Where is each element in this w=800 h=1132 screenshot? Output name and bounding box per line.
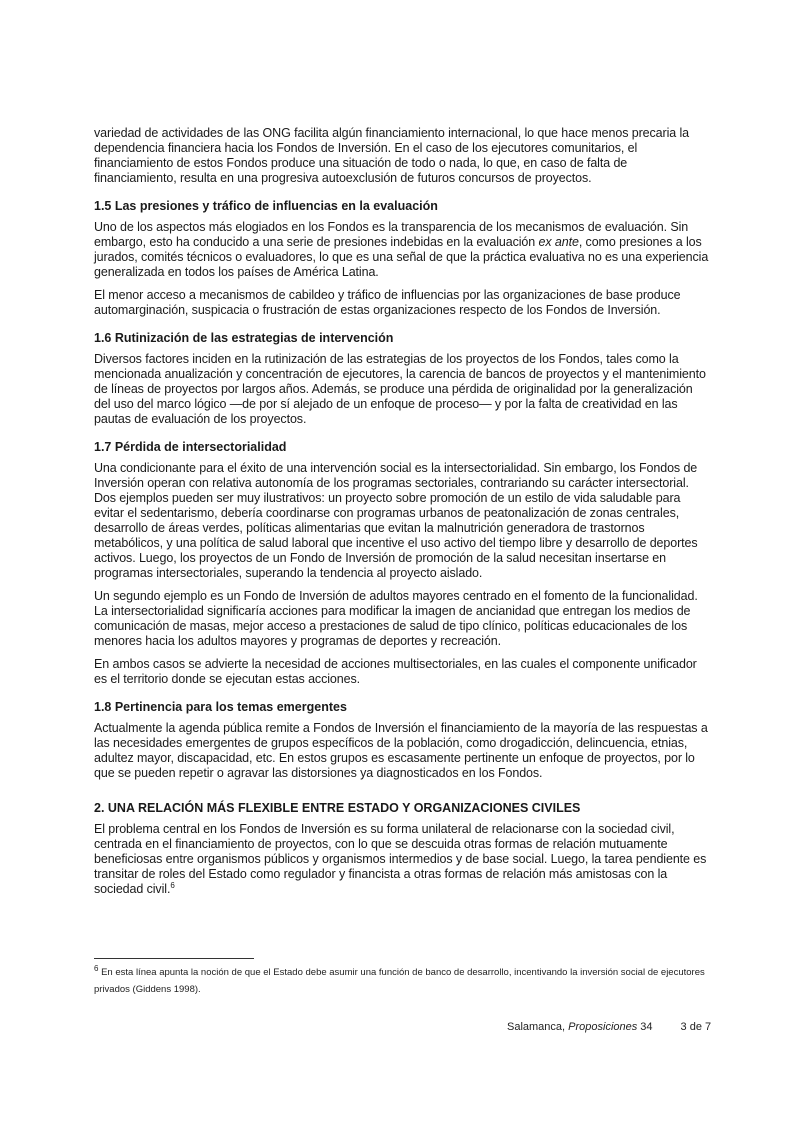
- footnote-reference[interactable]: 6: [170, 880, 175, 890]
- section-1-5-heading: 1.5 Las presiones y tráfico de influencias en la evaluación: [94, 199, 438, 213]
- section-1-7-paragraph-2: Un segundo ejemplo es un Fondo de Inversión de adultos mayores centrado en el fomento de la funcionalidad. La intersectorialidad significaría acciones para modificar la imagen de ancianidad que entregan los medios de comunicación de masas, mejor acceso a prestaciones de salud de tipo clínico, políticas educacionales de los menores hacia los adultos mayores y programas de deportes y recreación.: [94, 589, 698, 648]
- footnote-text: En esta línea apunta la noción de que el Estado debe asumir una función de banco de desarrollo, incentivando la inversión social de ejecutores privados (Giddens 1998).: [94, 967, 705, 995]
- section-1-7-heading: 1.7 Pérdida de intersectorialidad: [94, 440, 287, 454]
- intro-paragraph: variedad de actividades de las ONG facilita algún financiamiento internacional, lo que hace menos precaria la dependencia financiera hacia los Fondos de Inversión. En el caso de los ejecutores comunitarios, el financiamiento de estos Fondos produce una situación de todo o nada, lo que, en caso de falta de financiamiento, resulta en una progresiva autoexclusión de futuros concursos de proyectos.: [94, 126, 690, 185]
- section-1-8-paragraph-1: Actualmente la agenda pública remite a Fondos de Inversión el financiamiento de la mayoría de las respuestas a las necesidades emergentes de grupos específicos de la población, como drogadicción, delincuencia, etnias, adultez mayor, discapacidad, etc. En estos grupos es escasamente pertinente un enfoque de proyectos, por lo que se pueden repetir o agravar las distorsiones ya diagnosticados en los Fondos.: [94, 721, 708, 780]
- section-1-6-heading: 1.6 Rutinización de las estrategias de intervención: [94, 331, 394, 345]
- page-footer: [507, 1021, 711, 1033]
- section-1-7-paragraph-1: Una condicionante para el éxito de una intervención social es la intersectorialidad. Sin embargo, los Fondos de Inversión operan con relativa autonomía de los programas sectoriales, contrariando su carácter intersectorial. Dos ejemplos pueden ser muy ilustrativos: un proyecto sobre promoción de un estilo de vida saludable para evitar el sedentarismo, debería coordinarse con programas urbanos de peatonalización de zonas centrales, desarrollo de áreas verdes, políticas alimentarias que evitan la malnutrición generadora de trastornos metabólicos, y una política de salud laboral que incentive el uso activo del tiempo libre y desarrollo de deportes activos. Luego, los proyectos de un Fondo de Inversión de promoción de la salud necesitan insertarse en programas intersectoriales, superando la tendencia al proyecto aislado.: [94, 461, 698, 580]
- section-1-7-paragraph-3: En ambos casos se advierte la necesidad de acciones multisectoriales, en las cuales el componente unificador es el territorio donde se ejecutan estas acciones.: [94, 657, 697, 686]
- footnote: [94, 964, 710, 998]
- ex-ante-term: ex ante: [538, 235, 579, 249]
- footer-author: Salamanca,: [507, 1021, 569, 1033]
- section-1-5-paragraph-1: Uno de los aspectos más elogiados en los Fondos es la transparencia de los mecanismos de evaluación. Sin embargo, esto ha conducido a una serie de presiones indebidas en la evaluación ex ante, como presiones a los jurados, comités técnicos o evaluadores, lo que es una señal de que la práctica evaluativa no es una experiencia generalizada en todos los países de América Latina.: [94, 220, 709, 279]
- footer-journal: Proposiciones: [568, 1021, 638, 1033]
- footnote-divider: [94, 958, 254, 959]
- section-1-8-heading: 1.8 Pertinencia para los temas emergentes: [94, 700, 347, 714]
- section-2-heading: 2. UNA RELACIÓN MÁS FLEXIBLE ENTRE ESTADO Y ORGANIZACIONES CIVILES: [94, 801, 581, 815]
- section-1-6-paragraph-1: Diversos factores inciden en la rutinización de las estrategias de los proyectos de los Fondos, tales como la mencionada anualización y concentración de ejecutores, la carencia de bancos de proyectos y el mantenimiento de líneas de proyectos por largos años. Además, se produce una pérdida de originalidad por la generalización del uso del marco lógico —de por sí alejado de un enfoque de proceso— y por la falta de creatividad en las pautas de evaluación de los proyectos.: [94, 352, 706, 426]
- section-1-5-paragraph-2: El menor acceso a mecanismos de cabildeo y tráfico de influencias por las organizaciones de base produce automarginación, suspicacia o frustración de estas organizaciones respecto de los Fondos de Inversión.: [94, 288, 681, 317]
- footnote-mark: 6: [94, 963, 99, 973]
- page-number: 3 de 7: [680, 1021, 712, 1033]
- footer-issue: 34: [637, 1021, 653, 1033]
- document-body: [94, 126, 710, 905]
- section-2-paragraph-1: El problema central en los Fondos de Inversión es su forma unilateral de relacionarse con la sociedad civil, centrada en el financiamiento de proyectos, con lo que se descuida otras formas de relación mutuamente beneficiosas entre organismos públicos y organismos intermedios y de base social. Luego, la tarea pendiente es transitar de roles del Estado como regulador y financista a otras formas de relación más amistosas con la sociedad civil.$^6$: [94, 822, 707, 896]
